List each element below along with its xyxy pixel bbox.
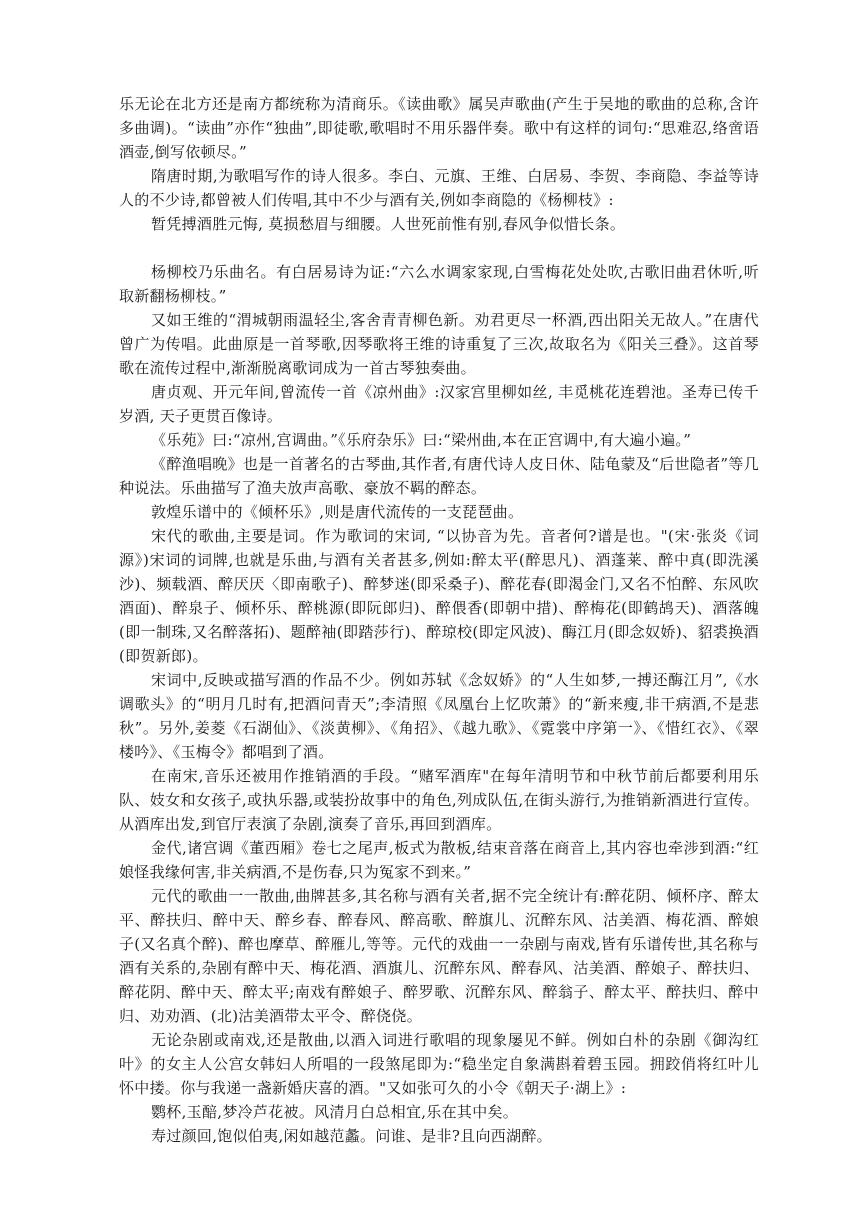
paragraph: 元代的歌曲一一散曲,曲牌甚多,其名称与酒有关者,据不完全统计有:醉花阴、倾杯序、醉太平、醉扶归、醉中天、醉乡春、醉春风、醉高歌、醉旗儿、沉醉东风、沽美酒、梅花酒、醉娘子(又名真个醉)、醉也摩草、醉雁儿,等等。元代的戏曲一一杂剧与南戏,皆有乐谱传世,其名称与酒有关系的,杂剧有醉中天、梅花酒、酒旗儿、沉醉东风、醉春风、沽美酒、醉娘子、醉扶归、醉花阴、醉中天、醉太平;南戏有醉娘子、醉罗歌、沉醉东风、醉翁子、醉太平、醉扶归、醉中归、劝劝酒、(北)沽美酒带太平令、醉侥侥。 [119,887,759,1025]
paragraph: 唐贞观、开元年间,曾流传一首《凉州曲》:汉家宫里柳如丝, 丰觅桃花连碧池。圣寿已传千岁酒, 天子更贯百像诗。 [119,383,759,425]
paragraph: 敦煌乐谱中的《倾杯乐》,则是唐代流传的一支琵琶曲。 [151,503,524,521]
paragraph: 杨柳校乃乐曲名。有白居易诗为证:“六么水调家家现,白雪梅花处处吹,古歌旧曲君休听,听取新翻杨柳枝。” [119,263,759,305]
paragraph-gap [119,236,759,260]
paragraph: 宋代的歌曲,主要是词。作为歌词的宋词, “以协音为先。音者何?谱是也。"(宋·张炎《词源》)宋词的词牌,也就是乐曲,与酒有关者甚多,例如:醉太平(醉思凡)、酒蓬莱、醉中真(即洗溪沙)、频载酒、醉厌厌〈即南歌子)、醉梦迷(即采桑子)、醉花春(即渴金门,又名不怕醉、东风吹酒面)、醉泉子、倾杯乐、醉桃源(即阮郎归)、醉偎香(即朝中措)、醉梅花(即鹤鸪天)、酒落魄(即一制珠,又名醉落拓)、题醉袖(即踏莎行)、醉琼校(即定风波)、酶江月(即念奴娇)、貂裘换酒(即贺新郎)。 [119,527,759,665]
paragraph: 金代,诸宫调《董西厢》卷七之尾声,板式为散板,结束音落在商音上,其内容也牵涉到酒:“红娘怪我缘何害,非关病酒,不是伤春,只为冤家不到来。” [119,839,759,881]
paragraph: 在南宋,音乐还被用作推销酒的手段。“赌军酒库"在每年清明节和中秋节前后都要利用乐队、妓女和女孩子,或执乐器,或装扮故事中的角色,列成队伍,在街头游行,为推销新酒进行宣传。从酒库出发,到官厅表演了杂剧,演奏了音乐,再回到酒库。 [119,767,759,833]
paragraph: 宋词中,反映或描写酒的作品不少。例如苏轼《念奴娇》的“人生如梦,一搏还酶江月”,《水调歌头》的“明月几时有,把酒问青天”;李清照《凤凰台上忆吹萧》的“新来瘦,非干病酒,不是悲秋”。另外,姜菱《石湖仙》、《淡黄柳》、《角招》、《越九歌》、《霓裳中序第一》、《惜红衣》、《翠楼吟》、《玉梅令》都唱到了酒。 [119,671,759,761]
paragraph: 《醉渔唱晚》也是一首著名的古琴曲,其作者,有唐代诗人皮日休、陆龟蒙及“后世隐者”等几种说法。乐曲描写了渔夫放声高歌、豪放不羁的醉态。 [119,455,759,497]
paragraph: 隋唐时期,为歌唱写作的诗人很多。李白、元旗、王维、白居易、李贺、李商隐、李益等诗人的不少诗,都曾被人们传唱,其中不少与酒有关,例如李商隐的《杨柳枝》: [119,167,759,209]
paragraph: 暂凭搏酒胜元悔, 莫损愁眉与细腰。人世死前惟有别,春风争似惜长条。 [151,215,626,233]
paragraph: 鹦杯,玉醅,梦冷芦花被。风清月白总相宜,乐在其中矣。 [151,1103,519,1121]
paragraph: 无论杂剧或南戏,还是散曲,以酒入词进行歌唱的现象屡见不鲜。例如白朴的杂剧《御沟红叶》的女主人公宫女韩妇人所唱的一段煞尾即为:“稳坐定自象满斟着碧玉园。拥跤俏将红叶儿怀中搂。你与我递一盏新婚庆喜的酒。"又如张可久的小令《朝天子·湖上》: [119,1031,759,1097]
document-body [119,92,759,1148]
paragraph: 乐无论在北方还是南方都统称为清商乐。《读曲歌》属吴声歌曲(产生于吴地的歌曲的总称,含许多曲调)。“读曲”亦作“独曲”,即徒歌,歌唱时不用乐器伴奏。歌中有这样的词句:“思难忍,络啻语酒壶,倒写依顿尽。” [119,95,759,161]
paragraph: 又如王维的“渭城朝雨温轻尘,客舍青青柳色新。劝君更尽一杯酒,西出阳关无故人。”在唐代曾广为传唱。此曲原是一首琴歌,因琴歌将王维的诗重复了三次,故取名为《阳关三叠》。这首琴歌在流传过程中,渐渐脱离歌词成为一首古琴独奏曲。 [119,311,759,377]
paragraph: 《乐苑》曰:“凉州,宫调曲。”《乐府杂乐》曰:“梁州曲,本在正宫调中,有大遍小遍。” [151,431,692,449]
paragraph: 寿过颜回,饱似伯夷,闲如越范蠡。问谁、是非?且向西湖醉。 [151,1127,552,1145]
